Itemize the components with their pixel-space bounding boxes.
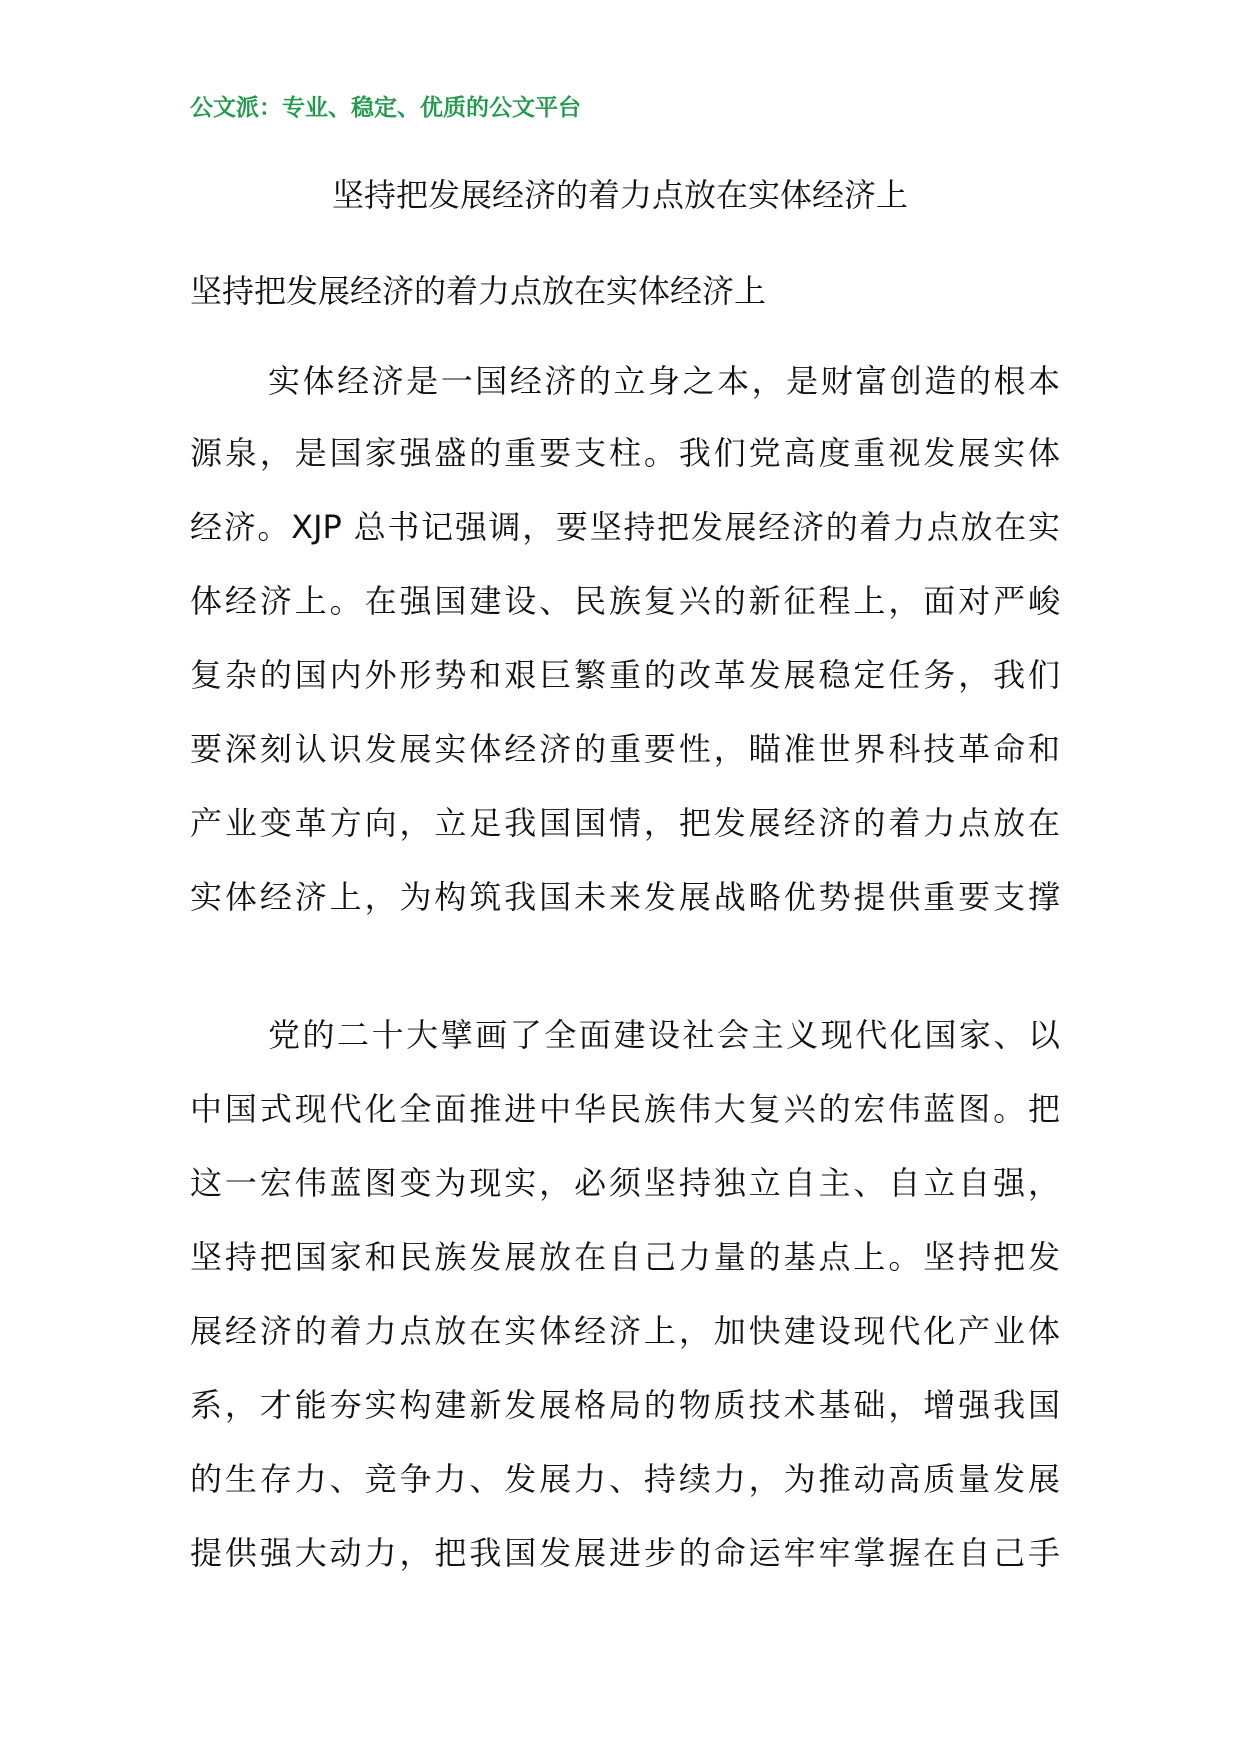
paragraph-2-line: 系，才能夯实构建新发展格局的物质技术基础，增强我国 <box>190 1386 1060 1424</box>
paragraph-1-line: 复杂的国内外形势和艰巨繁重的改革发展稳定任务，我们 <box>190 656 1060 694</box>
document-subtitle: 坚持把发展经济的着力点放在实体经济上 <box>190 272 767 310</box>
site-tagline: 公文派：专业、稳定、优质的公文平台 <box>190 95 581 121</box>
paragraph-1-line: 源泉，是国家强盛的重要支柱。我们党高度重视发展实体 <box>190 434 1060 472</box>
paragraph-2-line: 这一宏伟蓝图变为现实，必须坚持独立自主、自立自强， <box>190 1164 1060 1202</box>
paragraph-1-line: 体经济上。在强国建设、民族复兴的新征程上，面对严峻 <box>190 582 1060 620</box>
paragraph-2-line: 提供强大动力，把我国发展进步的命运牢牢掌握在自己手 <box>190 1534 1060 1572</box>
paragraph-2-line: 的生存力、竞争力、发展力、持续力，为推动高质量发展 <box>190 1460 1060 1498</box>
paragraph-1-line: 实体经济是一国经济的立身之本，是财富创造的根本 <box>268 362 1060 400</box>
paragraph-2-line: 坚持把国家和民族发展放在自己力量的基点上。坚持把发 <box>190 1238 1060 1276</box>
paragraph-1-line: 实体经济上，为构筑我国未来发展战略优势提供重要支撑 <box>190 878 1060 916</box>
paragraph-1-line: 要深刻认识发展实体经济的重要性，瞄准世界科技革命和 <box>190 730 1060 768</box>
paragraph-2-line: 党的二十大擘画了全面建设社会主义现代化国家、以 <box>268 1016 1060 1054</box>
paragraph-1-line: 产业变革方向，立足我国国情，把发展经济的着力点放在 <box>190 804 1060 842</box>
document-title: 坚持把发展经济的着力点放在实体经济上 <box>331 176 908 214</box>
paragraph-2-line: 展经济的着力点放在实体经济上，加快建设现代化产业体 <box>190 1312 1060 1350</box>
paragraph-1-line: 经济。XJP 总书记强调，要坚持把发展经济的着力点放在实 <box>190 508 1060 546</box>
paragraph-2-line: 中国式现代化全面推进中华民族伟大复兴的宏伟蓝图。把 <box>190 1090 1060 1128</box>
